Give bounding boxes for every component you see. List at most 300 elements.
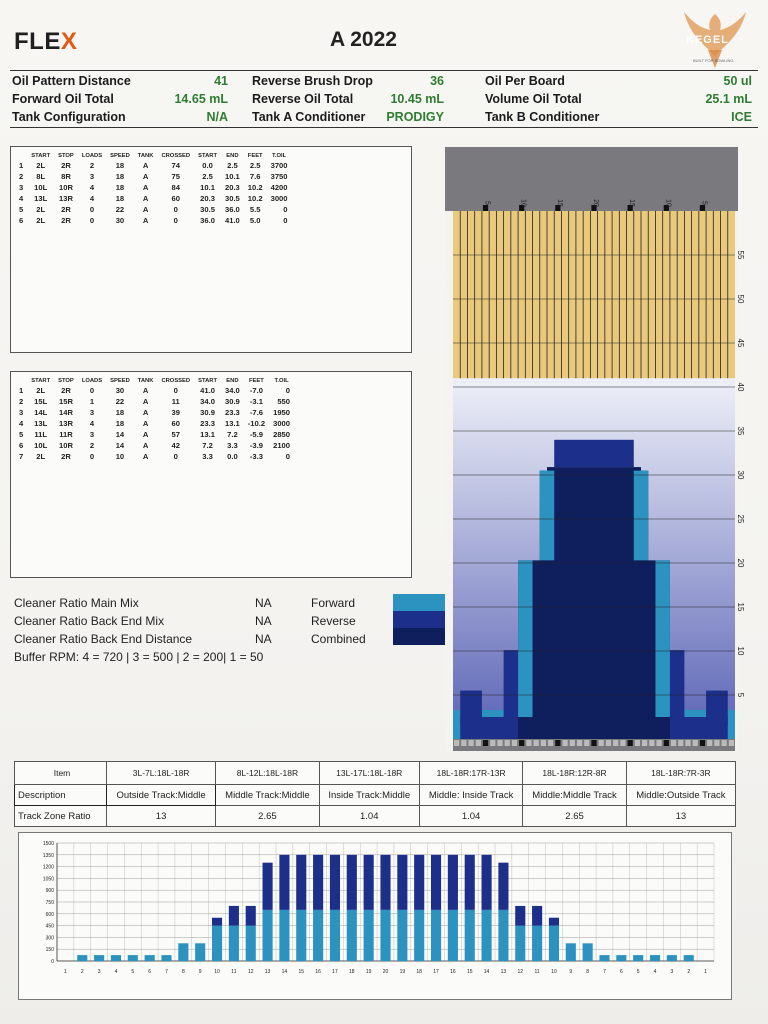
- bar-reverse: [380, 855, 390, 910]
- pass-cell: -7.6: [249, 408, 263, 417]
- pass-cell: 2100: [273, 441, 290, 450]
- distance-label: 30: [736, 470, 745, 480]
- pass-cell: 10.1: [200, 183, 215, 192]
- x-tick-label: 17: [332, 969, 338, 975]
- pass-header: TANK: [137, 152, 154, 159]
- pass-cell: 7.2: [202, 441, 213, 450]
- bar-reverse: [515, 906, 525, 926]
- pass-cell: A: [142, 172, 149, 181]
- foul-board-mark: [512, 740, 517, 746]
- x-tick-label: 15: [466, 969, 473, 975]
- foul-board-mark: [707, 740, 712, 746]
- pass-cell: 2.5: [227, 161, 238, 170]
- oil-block: [634, 471, 648, 561]
- foul-board-mark: [678, 740, 683, 746]
- y-tick-label: 1050: [42, 876, 54, 883]
- pass-header: START: [198, 377, 217, 384]
- cleaner-value: NA: [255, 632, 272, 646]
- foul-board-mark: [722, 740, 727, 746]
- bar-forward: [128, 955, 138, 961]
- info-col2-labels: [252, 72, 373, 126]
- bar-forward: [77, 955, 87, 961]
- pass-cell: 0: [173, 452, 178, 461]
- info-label: Reverse Oil Total: [252, 92, 354, 106]
- pass-cell: 18: [115, 408, 125, 417]
- pass-cell: 10L: [34, 183, 48, 192]
- bar-reverse: [549, 918, 559, 926]
- foul-board-mark: [483, 740, 488, 746]
- bar-forward: [263, 910, 273, 961]
- pass-cell: 0: [89, 216, 95, 225]
- cleaner-values: [255, 594, 272, 648]
- distance-label: 45: [736, 338, 745, 348]
- zone-ratio: 13: [107, 806, 216, 827]
- x-tick-label: 19: [365, 969, 372, 975]
- board-label: 20: [592, 199, 599, 207]
- foul-board-mark: [490, 740, 495, 746]
- zone-description: Outside Track:Middle: [107, 785, 216, 806]
- distance-label: 50: [736, 294, 745, 304]
- pass-cell: A: [142, 216, 149, 225]
- pass-cell: 0: [285, 452, 290, 461]
- pass-row: [15, 171, 292, 182]
- bar-reverse: [212, 918, 222, 926]
- x-tick-label: 5: [636, 969, 640, 975]
- pass-cell: 8L: [36, 172, 46, 181]
- x-tick-label: 8: [586, 969, 590, 975]
- info-value: N/A: [206, 110, 228, 124]
- pass-cell: 18: [115, 172, 125, 181]
- cleaner-value: NA: [255, 596, 272, 610]
- zone-header: 18L-18R:12R-8R: [523, 762, 626, 785]
- x-tick-label: 11: [231, 969, 237, 975]
- foul-board-mark: [729, 740, 734, 746]
- pass-cell: 14: [115, 441, 125, 450]
- pass-cell: 14: [115, 430, 125, 439]
- pass-cell: 5.5: [249, 205, 261, 214]
- reverse-pass-table: [15, 376, 294, 462]
- info-col3-labels: [485, 72, 599, 126]
- distance-label: 20: [736, 558, 745, 568]
- info-col2-values: [372, 72, 444, 126]
- x-tick-label: 3: [670, 969, 674, 975]
- flex-logo: [14, 28, 77, 56]
- pass-cell: 5: [19, 205, 24, 214]
- bar-forward: [397, 910, 407, 961]
- kegel-brand: KEGEL: [686, 34, 729, 46]
- y-tick-label: 750: [45, 900, 54, 906]
- oil-block: [518, 560, 532, 717]
- arrow-mark: [483, 205, 488, 211]
- info-value: 10.45 mL: [390, 92, 444, 106]
- pass-cell: 30.9: [200, 408, 215, 417]
- foul-board-mark: [526, 740, 531, 746]
- foul-board-mark: [656, 740, 661, 746]
- foul-board-mark: [555, 740, 560, 746]
- y-tick-label: 900: [45, 888, 54, 895]
- pass-header: FEET: [247, 152, 263, 159]
- page-title: A 2022: [330, 28, 397, 51]
- legend-combined: Combined: [311, 632, 366, 646]
- pass-header: END: [226, 377, 239, 384]
- description-label: Description: [15, 785, 107, 806]
- pass-header-row: [15, 376, 294, 385]
- foul-board-mark: [461, 740, 466, 746]
- pass-cell: 6: [19, 441, 24, 450]
- pass-cell: 15L: [34, 397, 48, 406]
- pass-cell: 1: [19, 386, 24, 395]
- board-label: 15: [555, 199, 563, 207]
- pass-cell: 8R: [61, 172, 71, 181]
- pass-cell: 3750: [270, 172, 288, 181]
- bar-reverse: [229, 906, 239, 926]
- track-zone-description-row: [15, 785, 736, 806]
- board-label: 5: [483, 201, 491, 205]
- foul-board-mark: [519, 740, 524, 746]
- pass-cell: 2: [89, 441, 95, 450]
- y-tick-label: 0: [51, 959, 54, 965]
- bar-forward: [616, 955, 626, 961]
- x-tick-label: 19: [399, 969, 406, 975]
- header-divider: [10, 70, 758, 71]
- x-tick-label: 1: [64, 969, 67, 975]
- x-tick-label: 4: [653, 969, 657, 975]
- pass-cell: 13.1: [225, 419, 240, 428]
- pass-cell: 2R: [61, 205, 71, 214]
- foul-board-mark: [685, 740, 690, 746]
- pass-cell: -10.2: [247, 419, 266, 428]
- pass-cell: 3.3: [227, 441, 238, 450]
- info-value: 41: [214, 74, 228, 88]
- bar-reverse: [498, 863, 508, 910]
- info-value: 14.65 mL: [174, 92, 228, 106]
- x-tick-label: 20: [382, 969, 389, 975]
- pass-cell: 30: [115, 216, 125, 225]
- bar-reverse: [330, 855, 340, 910]
- info-col1-labels: [12, 72, 131, 126]
- zone-header: 18L-18R:17R-13R: [419, 762, 522, 785]
- distance-label: 35: [736, 426, 745, 436]
- pass-header-blank: [15, 376, 27, 385]
- bar-forward: [498, 910, 508, 961]
- zone-description: Middle: Inside Track: [419, 785, 522, 806]
- pass-cell: 18: [115, 194, 125, 203]
- pass-cell: 34.0: [225, 386, 240, 395]
- pass-cell: 11: [171, 397, 180, 406]
- pass-cell: 4: [19, 194, 24, 203]
- distance-label: 25: [736, 514, 745, 524]
- x-tick-label: 9: [569, 969, 573, 975]
- board-label: 5: [700, 201, 708, 205]
- pass-header-blank: [15, 151, 27, 160]
- pass-row: [15, 451, 294, 462]
- pass-cell: A: [142, 194, 149, 203]
- bar-forward: [364, 910, 374, 961]
- info-value: PRODIGY: [386, 110, 444, 124]
- info-col1-values: [150, 72, 228, 126]
- bar-reverse: [448, 855, 458, 910]
- bar-forward: [330, 910, 340, 961]
- pass-cell: 13R: [59, 419, 73, 428]
- pass-cell: 3: [89, 430, 95, 439]
- lane-oil-graph: [445, 147, 745, 751]
- foul-board-mark: [468, 740, 473, 746]
- pass-cell: 20.3: [200, 194, 215, 203]
- x-tick-label: 18: [349, 969, 355, 975]
- track-zone-table: [14, 761, 736, 827]
- bar-forward: [229, 926, 239, 961]
- foul-board-mark: [606, 740, 611, 746]
- reverse-swatch: [393, 611, 445, 628]
- pass-cell: 4200: [270, 183, 288, 192]
- pass-cell: 3000: [270, 194, 288, 203]
- track-zone-header-row: [15, 762, 736, 785]
- pass-cell: 2R: [61, 386, 71, 395]
- pass-header: T.OIL: [271, 152, 287, 159]
- oil-volume-chart: [18, 832, 732, 1000]
- foul-board-mark: [476, 740, 481, 746]
- pass-row: [15, 396, 294, 407]
- cleaner-label: Cleaner Ratio Back End Mix: [14, 614, 165, 628]
- forward-pass-box: [10, 146, 412, 353]
- foul-board-mark: [454, 740, 459, 746]
- bar-forward: [279, 910, 289, 961]
- info-col3-values: [680, 72, 752, 126]
- foul-board-mark: [534, 740, 539, 746]
- pass-cell: A: [142, 430, 149, 439]
- pass-cell: 0: [173, 205, 178, 214]
- pass-header: START: [31, 377, 51, 384]
- pass-cell: -5.9: [249, 430, 263, 439]
- info-label: Oil Per Board: [485, 74, 565, 88]
- pass-cell: A: [142, 386, 149, 395]
- pass-cell: A: [142, 161, 149, 170]
- y-tick-label: 1200: [42, 864, 54, 871]
- pass-cell: 7: [19, 452, 24, 461]
- pass-cell: A: [142, 397, 149, 406]
- zone-ratio: 2.65: [523, 806, 626, 827]
- foul-board-mark: [628, 740, 633, 746]
- pass-cell: -3.3: [249, 452, 263, 461]
- x-tick-label: 14: [483, 969, 490, 975]
- pass-row: [15, 182, 292, 193]
- foul-board-mark: [714, 740, 719, 746]
- pass-cell: 2L: [36, 205, 46, 214]
- pass-cell: 0.0: [202, 161, 213, 170]
- zone-ratio: 13: [626, 806, 735, 827]
- pass-header: CROSSED: [161, 152, 191, 159]
- reverse-pass-box: [10, 371, 412, 578]
- pass-cell: 10L: [34, 441, 48, 450]
- x-tick-label: 3: [97, 969, 101, 975]
- x-tick-label: 7: [603, 969, 606, 975]
- pass-cell: 2L: [36, 452, 46, 461]
- pass-row: [15, 418, 294, 429]
- pass-header: SPEED: [110, 377, 130, 384]
- info-label: Tank A Conditioner: [252, 110, 366, 124]
- pass-cell: 75: [171, 172, 180, 181]
- bar-reverse: [465, 855, 475, 910]
- oil-block: [655, 560, 669, 717]
- pass-header: STOP: [58, 377, 74, 384]
- pass-cell: 2R: [61, 161, 71, 170]
- info-value: 50 ul: [723, 74, 752, 88]
- pass-row: [15, 215, 292, 226]
- distance-label: 15: [736, 602, 745, 612]
- pass-header: STOP: [58, 152, 74, 159]
- cleaner-labels: [14, 594, 263, 666]
- ratio-label: Track Zone Ratio: [15, 806, 107, 827]
- pass-cell: 1950: [273, 408, 290, 417]
- pass-cell: 0: [283, 205, 288, 214]
- foul-board-mark: [577, 740, 582, 746]
- bar-reverse: [246, 906, 256, 926]
- pass-cell: 74: [171, 161, 180, 170]
- pass-row: [15, 407, 294, 418]
- pass-cell: 57: [171, 430, 180, 439]
- pass-cell: 2L: [36, 386, 46, 395]
- pass-row: [15, 193, 292, 204]
- zone-header: 8L-12L:18L-18R: [216, 762, 319, 785]
- pass-cell: 0: [173, 386, 178, 395]
- y-tick-label: 1500: [42, 841, 54, 847]
- zone-description: Middle:Middle Track: [523, 785, 626, 806]
- legend-reverse: Reverse: [311, 614, 356, 628]
- pass-cell: 3.3: [202, 452, 213, 461]
- foul-board-mark: [642, 740, 647, 746]
- pass-cell: 3: [89, 408, 95, 417]
- cleaner-label: Cleaner Ratio Main Mix: [14, 596, 139, 610]
- pass-header: CROSSED: [161, 377, 191, 384]
- pass-cell: 5.0: [249, 216, 261, 225]
- pass-header: T.OIL: [274, 377, 289, 384]
- zone-header: 18L-18R:7R-3R: [626, 762, 735, 785]
- pass-cell: 6: [19, 216, 24, 225]
- pass-cell: 3000: [273, 419, 290, 428]
- combined-swatch: [393, 628, 445, 645]
- track-zone-ratio-row: [15, 806, 736, 827]
- pass-cell: 0: [285, 386, 290, 395]
- info-divider: [10, 127, 758, 128]
- x-tick-label: 9: [198, 969, 202, 975]
- oil-block: [554, 440, 634, 467]
- bar-reverse: [313, 855, 323, 910]
- info-value: ICE: [731, 110, 752, 124]
- bar-forward: [94, 955, 104, 961]
- foul-board-mark: [671, 740, 676, 746]
- bar-forward: [532, 926, 542, 961]
- bar-forward: [482, 910, 492, 961]
- bar-forward: [448, 910, 458, 961]
- foul-board-mark: [620, 740, 625, 746]
- bar-forward: [296, 910, 306, 961]
- x-tick-label: 10: [551, 969, 557, 975]
- oil-block: [706, 691, 728, 726]
- x-tick-label: 12: [517, 969, 524, 975]
- pass-cell: 7.6: [249, 172, 261, 181]
- pass-cell: 10R: [59, 183, 73, 192]
- pass-header: LOADS: [81, 377, 103, 384]
- foul-board-mark: [693, 740, 698, 746]
- y-tick-label: 600: [45, 911, 54, 918]
- pass-cell: 41.0: [225, 216, 240, 225]
- bar-forward: [246, 926, 256, 961]
- bar-forward: [145, 955, 155, 961]
- pass-cell: 22: [115, 397, 125, 406]
- bar-forward: [212, 926, 222, 961]
- pass-cell: 41.0: [200, 386, 215, 395]
- y-tick-label: 1350: [42, 852, 54, 859]
- pass-cell: 10.2: [247, 183, 263, 192]
- x-tick-label: 2: [80, 969, 84, 975]
- foul-board-mark: [562, 740, 567, 746]
- info-label: Volume Oil Total: [485, 92, 582, 106]
- pass-cell: 2L: [36, 161, 46, 170]
- pass-cell: 0: [89, 205, 95, 214]
- y-tick-label: 150: [45, 947, 54, 954]
- pass-cell: 42: [171, 441, 180, 450]
- x-tick-label: 2: [687, 969, 691, 975]
- pass-cell: 0: [173, 216, 178, 225]
- info-label: Tank Configuration: [12, 110, 126, 124]
- pass-cell: -7.0: [249, 386, 263, 395]
- pass-cell: 23.3: [200, 419, 215, 428]
- pass-cell: 1: [19, 161, 24, 170]
- pass-cell: 30.9: [225, 397, 240, 406]
- pass-cell: 11R: [59, 430, 73, 439]
- board-label: 10: [519, 199, 527, 207]
- distance-label: 10: [736, 646, 745, 656]
- foul-board-mark: [635, 740, 640, 746]
- bar-forward: [684, 955, 694, 961]
- oil-block: [540, 471, 554, 561]
- bar-reverse: [532, 906, 542, 926]
- pass-cell: 10.1: [225, 172, 240, 181]
- pass-cell: 10R: [59, 441, 73, 450]
- pass-cell: 4: [89, 183, 95, 192]
- bar-forward: [599, 955, 609, 961]
- foul-board-mark: [599, 740, 604, 746]
- zone-header: Item: [15, 762, 107, 785]
- bar-reverse: [482, 855, 492, 910]
- pass-cell: 18: [115, 183, 125, 192]
- bar-reverse: [347, 855, 357, 910]
- pass-cell: 11L: [34, 430, 48, 439]
- pass-row: [15, 385, 294, 396]
- info-label: Forward Oil Total: [12, 92, 114, 106]
- bar-forward: [515, 926, 525, 961]
- info-value: 36: [430, 74, 444, 88]
- zone-ratio: 1.04: [419, 806, 522, 827]
- pass-cell: A: [142, 419, 149, 428]
- x-tick-label: 17: [433, 969, 439, 975]
- zone-header: 13L-17L:18L-18R: [319, 762, 419, 785]
- zone-description: Middle:Outside Track: [626, 785, 735, 806]
- pass-cell: 34.0: [200, 397, 215, 406]
- bar-forward: [161, 955, 171, 961]
- bar-forward: [414, 910, 424, 961]
- info-label: Oil Pattern Distance: [12, 74, 131, 88]
- board-label: 15: [628, 199, 636, 207]
- pass-cell: 39: [171, 408, 180, 417]
- pass-cell: 14L: [34, 408, 48, 417]
- kegel-tagline: BUILT FOR BOWLING: [693, 58, 734, 63]
- pass-row: [15, 204, 292, 215]
- pass-cell: 13L: [34, 419, 48, 428]
- pass-cell: 3: [89, 172, 95, 181]
- color-legend-labels: [311, 594, 366, 648]
- x-tick-label: 1: [704, 969, 707, 975]
